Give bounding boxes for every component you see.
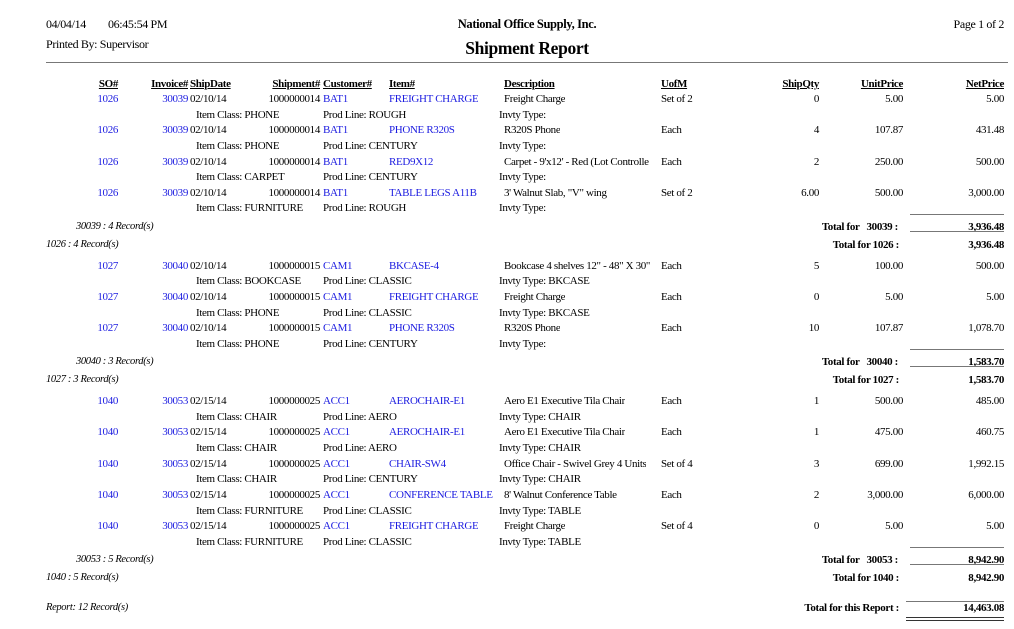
- report-total-value: 14,463.08: [963, 602, 1004, 614]
- so-record-count: 1026 : 4 Record(s): [46, 239, 119, 250]
- invty-type: Invty Type: TABLE: [499, 505, 581, 517]
- col-customer: Customer#: [323, 78, 372, 90]
- col-unit-price: UnitPrice: [860, 78, 903, 90]
- header-divider: [46, 62, 1008, 63]
- uofm: Each: [661, 322, 682, 334]
- customer-link[interactable]: BAT1: [323, 124, 348, 136]
- so-number-link[interactable]: 1040: [97, 520, 118, 532]
- customer-link[interactable]: BAT1: [323, 187, 348, 199]
- so-record-count: 1040 : 5 Record(s): [46, 572, 119, 583]
- item-class: Item Class: CARPET: [196, 171, 285, 183]
- item-class: Item Class: FURNITURE: [196, 202, 303, 214]
- uofm: Each: [661, 395, 682, 407]
- invoice-number-link[interactable]: 30040: [162, 260, 188, 272]
- shipment-number: 1000000025: [268, 426, 320, 438]
- invoice-number-link[interactable]: 30039: [162, 187, 188, 199]
- prod-line: Prod Line: CLASSIC: [323, 505, 412, 517]
- description: Office Chair - Swivel Grey 4 Units: [504, 458, 647, 470]
- shipment-number: 1000000014: [268, 187, 320, 199]
- item-link[interactable]: RED9X12: [389, 156, 433, 168]
- invty-type: Invty Type:: [499, 338, 546, 350]
- ship-qty: 4: [813, 124, 819, 136]
- uofm: Each: [661, 426, 682, 438]
- print-date: 04/04/14: [46, 17, 86, 31]
- item-class: Item Class: CHAIR: [196, 411, 277, 423]
- report-total-double-rule-1: [906, 617, 1004, 618]
- so-number-link[interactable]: 1027: [97, 260, 118, 272]
- description: Carpet - 9'x12' - Red (Lot Controlle: [504, 156, 649, 168]
- invoice-record-count: 30039 : 4 Record(s): [76, 221, 154, 232]
- customer-link[interactable]: CAM1: [323, 260, 353, 272]
- description: 8' Walnut Conference Table: [504, 489, 617, 501]
- prod-line: Prod Line: ROUGH: [323, 202, 407, 214]
- report-total-label: Total for this Report :: [804, 602, 899, 614]
- col-description: Description: [504, 78, 555, 90]
- shipment-number: 1000000025: [268, 520, 320, 532]
- description: Freight Charge: [504, 520, 566, 532]
- net-price: 3,000.00: [968, 187, 1004, 199]
- invty-type: Invty Type:: [499, 171, 546, 183]
- uofm: Set of 2: [661, 93, 693, 105]
- invty-type: Invty Type: BKCASE: [499, 275, 590, 287]
- ship-qty: 5: [813, 260, 819, 272]
- report-total-top-rule: [906, 601, 1004, 602]
- invoice-total-label: Total for 30039 :: [821, 221, 898, 233]
- item-link[interactable]: AEROCHAIR-E1: [389, 395, 465, 407]
- invoice-total-value: 3,936.48: [968, 221, 1004, 233]
- so-total-label: Total for 1026 :: [832, 239, 899, 251]
- net-price: 500.00: [975, 260, 1004, 272]
- description: R320S Phone: [504, 322, 561, 334]
- invoice-number-link[interactable]: 30053: [162, 426, 188, 438]
- prod-line: Prod Line: AERO: [323, 411, 397, 423]
- unit-price: 500.00: [874, 395, 903, 407]
- print-time: 06:45:54 PM: [108, 17, 168, 31]
- col-net-price: NetPrice: [965, 78, 1004, 90]
- invoice-number-link[interactable]: 30039: [162, 93, 188, 105]
- so-number-link[interactable]: 1040: [97, 426, 118, 438]
- prod-line: Prod Line: CENTURY: [323, 140, 418, 152]
- col-invoice: Invoice#: [151, 78, 188, 90]
- net-price: 5.00: [986, 291, 1004, 303]
- company-name: National Office Supply, Inc.: [457, 17, 597, 31]
- ship-date: 02/15/14: [190, 520, 227, 532]
- prod-line: Prod Line: CLASSIC: [323, 275, 412, 287]
- so-total-label: Total for 1040 :: [832, 572, 899, 584]
- invty-type: Invty Type: CHAIR: [499, 442, 581, 454]
- invty-type: Invty Type:: [499, 140, 546, 152]
- ship-qty: 6.00: [801, 187, 819, 199]
- so-number-link[interactable]: 1026: [97, 156, 118, 168]
- page-title: Shipment Report: [465, 38, 589, 58]
- description: Freight Charge: [504, 93, 566, 105]
- so-number-link[interactable]: 1040: [97, 489, 118, 501]
- net-price: 5.00: [986, 93, 1004, 105]
- item-link[interactable]: FREIGHT CHARGE: [389, 291, 479, 303]
- item-class: Item Class: CHAIR: [196, 442, 277, 454]
- item-link[interactable]: FREIGHT CHARGE: [389, 93, 479, 105]
- ship-date: 02/10/14: [190, 124, 227, 136]
- invoice-number-link[interactable]: 30040: [162, 322, 188, 334]
- shipment-number: 1000000025: [268, 395, 320, 407]
- shipment-number: 1000000015: [268, 291, 320, 303]
- item-link[interactable]: TABLE LEGS A11B: [389, 187, 477, 199]
- unit-price: 3,000.00: [867, 489, 903, 501]
- ship-date: 02/15/14: [190, 426, 227, 438]
- total-bottom-rule: [910, 366, 1004, 367]
- ship-date: 02/10/14: [190, 156, 227, 168]
- net-price: 500.00: [975, 156, 1004, 168]
- item-class: Item Class: PHONE: [196, 140, 280, 152]
- net-price: 1,078.70: [968, 322, 1004, 334]
- item-link[interactable]: CONFERENCE TABLE: [389, 489, 493, 501]
- report-total-double-rule-2: [906, 620, 1004, 621]
- item-link[interactable]: BKCASE-4: [389, 260, 439, 272]
- customer-link[interactable]: BAT1: [323, 93, 348, 105]
- ship-qty: 2: [813, 489, 819, 501]
- col-shipment: Shipment#: [272, 78, 320, 90]
- uofm: Set of 4: [661, 520, 693, 532]
- unit-price: 5.00: [885, 93, 903, 105]
- invty-type: Invty Type:: [499, 202, 546, 214]
- col-so: SO#: [98, 78, 118, 90]
- invoice-total-value: 1,583.70: [968, 356, 1004, 368]
- so-total-value: 3,936.48: [968, 239, 1004, 251]
- ship-date: 02/10/14: [190, 322, 227, 334]
- so-total-value: 8,942.90: [968, 572, 1004, 584]
- uofm: Set of 4: [661, 458, 693, 470]
- customer-link[interactable]: BAT1: [323, 156, 348, 168]
- so-number-link[interactable]: 1026: [97, 93, 118, 105]
- ship-qty: 0: [813, 291, 819, 303]
- unit-price: 699.00: [874, 458, 903, 470]
- invoice-number-link[interactable]: 30053: [162, 458, 188, 470]
- so-total-label: Total for 1027 :: [832, 374, 899, 386]
- item-link[interactable]: PHONE R320S: [389, 124, 455, 136]
- prod-line: Prod Line: AERO: [323, 442, 397, 454]
- invty-type: Invty Type: CHAIR: [499, 473, 581, 485]
- net-price: 485.00: [975, 395, 1004, 407]
- item-link[interactable]: FREIGHT CHARGE: [389, 520, 479, 532]
- net-price: 1,992.15: [968, 458, 1004, 470]
- invty-type: Invty Type: CHAIR: [499, 411, 581, 423]
- so-number-link[interactable]: 1026: [97, 124, 118, 136]
- unit-price: 100.00: [874, 260, 903, 272]
- ship-qty: 0: [813, 520, 819, 532]
- page-number: Page 1 of 2: [953, 17, 1004, 31]
- invoice-number-link[interactable]: 30053: [162, 489, 188, 501]
- invoice-number-link[interactable]: 30053: [162, 395, 188, 407]
- customer-link[interactable]: CAM1: [323, 322, 353, 334]
- total-top-rule: [910, 214, 1004, 215]
- invoice-total-value: 8,942.90: [968, 554, 1004, 566]
- net-price: 460.75: [975, 426, 1004, 438]
- so-number-link[interactable]: 1040: [97, 458, 118, 470]
- net-price: 5.00: [986, 520, 1004, 532]
- invty-type: Invty Type: BKCASE: [499, 307, 590, 319]
- report-record-count: Report: 12 Record(s): [46, 602, 128, 613]
- item-class: Item Class: CHAIR: [196, 473, 277, 485]
- customer-link[interactable]: ACC1: [323, 520, 350, 532]
- so-record-count: 1027 : 3 Record(s): [46, 374, 119, 385]
- uofm: Each: [661, 291, 682, 303]
- ship-qty: 2: [813, 156, 819, 168]
- uofm: Each: [661, 156, 682, 168]
- unit-price: 5.00: [885, 291, 903, 303]
- invoice-record-count: 30053 : 5 Record(s): [76, 554, 154, 565]
- description: Aero E1 Executive Tila Chair: [504, 426, 625, 438]
- unit-price: 475.00: [874, 426, 903, 438]
- ship-date: 02/10/14: [190, 93, 227, 105]
- invoice-number-link[interactable]: 30039: [162, 124, 188, 136]
- ship-qty: 10: [808, 322, 819, 334]
- item-class: Item Class: PHONE: [196, 109, 280, 121]
- ship-date: 02/15/14: [190, 395, 227, 407]
- item-link[interactable]: PHONE R320S: [389, 322, 455, 334]
- item-class: Item Class: FURNITURE: [196, 505, 303, 517]
- invoice-record-count: 30040 : 3 Record(s): [76, 356, 154, 367]
- description: R320S Phone: [504, 124, 561, 136]
- ship-qty: 1: [813, 426, 819, 438]
- net-price: 431.48: [975, 124, 1004, 136]
- shipment-number: 1000000025: [268, 458, 320, 470]
- unit-price: 500.00: [874, 187, 903, 199]
- description: Freight Charge: [504, 291, 566, 303]
- item-class: Item Class: PHONE: [196, 338, 280, 350]
- customer-link[interactable]: ACC1: [323, 489, 350, 501]
- invoice-total-label: Total for 30040 :: [821, 356, 898, 368]
- customer-link[interactable]: ACC1: [323, 458, 350, 470]
- uofm: Set of 2: [661, 187, 693, 199]
- item-class: Item Class: FURNITURE: [196, 536, 303, 548]
- shipment-number: 1000000014: [268, 124, 320, 136]
- prod-line: Prod Line: CLASSIC: [323, 536, 412, 548]
- ship-date: 02/15/14: [190, 458, 227, 470]
- so-number-link[interactable]: 1027: [97, 291, 118, 303]
- description: Aero E1 Executive Tila Chair: [504, 395, 625, 407]
- shipment-number: 1000000014: [268, 156, 320, 168]
- total-top-rule: [910, 349, 1004, 350]
- ship-date: 02/10/14: [190, 260, 227, 272]
- ship-date: 02/10/14: [190, 187, 227, 199]
- net-price: 6,000.00: [968, 489, 1004, 501]
- prod-line: Prod Line: ROUGH: [323, 109, 407, 121]
- invty-type: Invty Type:: [499, 109, 546, 121]
- prod-line: Prod Line: CLASSIC: [323, 307, 412, 319]
- so-number-link[interactable]: 1040: [97, 395, 118, 407]
- unit-price: 107.87: [874, 124, 903, 136]
- item-class: Item Class: BOOKCASE: [196, 275, 301, 287]
- ship-qty: 0: [813, 93, 819, 105]
- invoice-total-label: Total for 30053 :: [821, 554, 898, 566]
- col-uofm: UofM: [661, 78, 688, 90]
- prod-line: Prod Line: CENTURY: [323, 171, 418, 183]
- unit-price: 5.00: [885, 520, 903, 532]
- ship-date: 02/10/14: [190, 291, 227, 303]
- shipment-number: 1000000015: [268, 260, 320, 272]
- item-link[interactable]: AEROCHAIR-E1: [389, 426, 465, 438]
- ship-date: 02/15/14: [190, 489, 227, 501]
- printed-by: Printed By: Supervisor: [46, 37, 149, 51]
- unit-price: 250.00: [874, 156, 903, 168]
- customer-link[interactable]: ACC1: [323, 426, 350, 438]
- so-number-link[interactable]: 1026: [97, 187, 118, 199]
- invoice-number-link[interactable]: 30040: [162, 291, 188, 303]
- prod-line: Prod Line: CENTURY: [323, 338, 418, 350]
- shipment-number: 1000000014: [268, 93, 320, 105]
- col-ship-date: ShipDate: [190, 78, 231, 90]
- invoice-number-link[interactable]: 30053: [162, 520, 188, 532]
- col-item: Item#: [389, 78, 415, 90]
- unit-price: 107.87: [874, 322, 903, 334]
- uofm: Each: [661, 489, 682, 501]
- uofm: Each: [661, 260, 682, 272]
- description: 3' Walnut Slab, "V" wing: [504, 187, 607, 199]
- uofm: Each: [661, 124, 682, 136]
- shipment-number: 1000000025: [268, 489, 320, 501]
- so-total-value: 1,583.70: [968, 374, 1004, 386]
- total-bottom-rule: [910, 231, 1004, 232]
- description: Bookcase 4 shelves 12" - 48" X 30": [504, 260, 651, 272]
- total-top-rule: [910, 547, 1004, 548]
- so-number-link[interactable]: 1027: [97, 322, 118, 334]
- item-link[interactable]: CHAIR-SW4: [389, 458, 446, 470]
- total-bottom-rule: [910, 564, 1004, 565]
- col-ship-qty: ShipQty: [782, 78, 819, 90]
- customer-link[interactable]: ACC1: [323, 395, 350, 407]
- customer-link[interactable]: CAM1: [323, 291, 353, 303]
- prod-line: Prod Line: CENTURY: [323, 473, 418, 485]
- invty-type: Invty Type: TABLE: [499, 536, 581, 548]
- shipment-number: 1000000015: [268, 322, 320, 334]
- item-class: Item Class: PHONE: [196, 307, 280, 319]
- ship-qty: 1: [813, 395, 819, 407]
- ship-qty: 3: [813, 458, 819, 470]
- invoice-number-link[interactable]: 30039: [162, 156, 188, 168]
